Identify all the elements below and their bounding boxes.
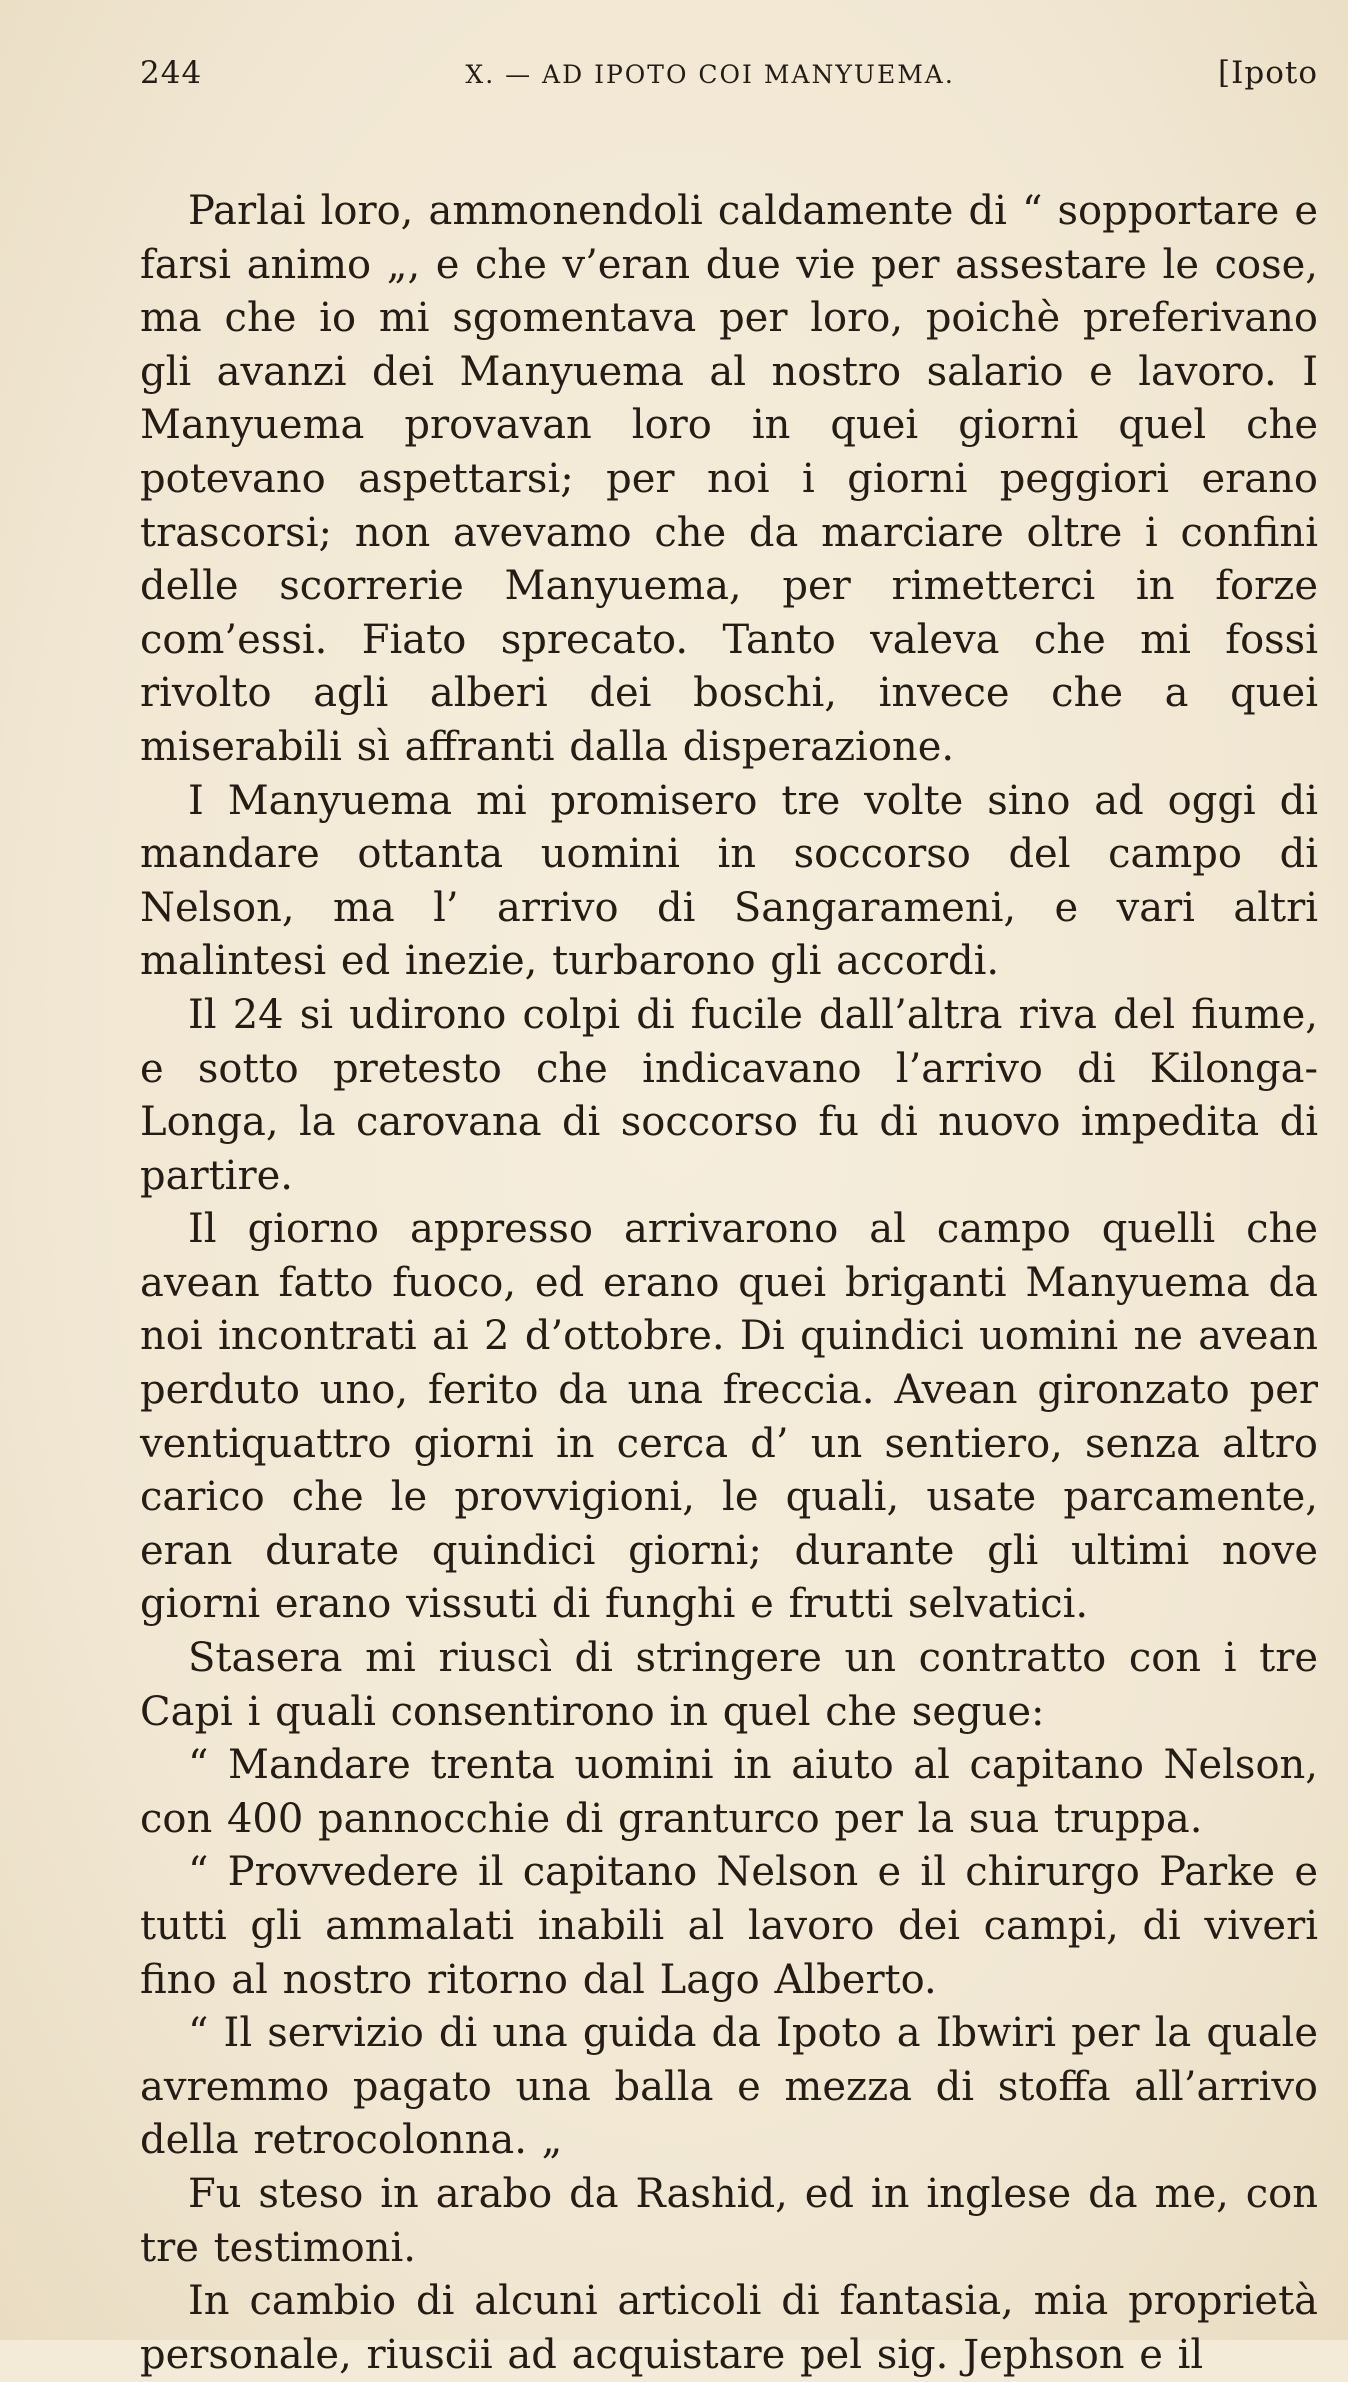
paragraph-5: Stasera mi riuscì di stringere un contratto con i tre Capi i quali consentirono in quel che segue: xyxy=(140,1635,1318,1735)
paragraph-6: “ Mandare trenta uomini in aiuto al capitano Nelson, con 400 pannocchie di granturco per la sua truppa. xyxy=(140,1742,1318,1842)
body-text xyxy=(140,185,1318,2382)
paragraph-3: Il 24 si udirono colpi di fucile dall’altra riva del fiume, e sotto pretesto che indicavano l’arrivo di Kilonga-Longa, la carovana di soccorso fu di nuovo impedita di partire. xyxy=(140,991,1318,1199)
paragraph-10: In cambio di alcuni articoli di fantasia, mia proprietà personale, riuscii ad acquistare pel sig. Jephson e il xyxy=(140,2278,1318,2378)
section-marker: [Ipoto xyxy=(1218,55,1318,91)
paragraph-4: Il giorno appresso arrivarono al campo quelli che avean fatto fuoco, ed erano quei briganti Manyuema da noi incontrati ai 2 d’ottobre. Di quindici uomini ne avean perduto uno, ferito da una freccia. Avean gironzato per ventiquattro giorni in cerca d’ un sentiero, senza altro carico che le provvigioni, le quali, usate parcamente, eran durate quindici giorni; durante gli ultimi nove giorni erano vissuti di funghi e frutti selvatici. xyxy=(140,1206,1318,1628)
paragraph-1: Parlai loro, ammonendoli caldamente di “ sopportare e farsi animo „, e che v’eran due vie per assestare le cose, ma che io mi sgomentava per loro, poichè preferivano gli avanzi dei Manyuema al nostro salario e lavoro. I Manyuema provavan loro in quei giorni quel che potevano aspettarsi; per noi i giorni peggiori erano trascorsi; non avevamo che da marciare oltre i confini delle scorrerie Manyuema, per rimetterci in forze com’essi. Fiato sprecato. Tanto valeva che mi fossi rivolto agli alberi dei boschi, invece che a quei miserabili sì affranti dalla disperazione. xyxy=(140,188,1318,770)
paragraph-9: Fu steso in arabo da Rashid, ed in inglese da me, con tre testimoni. xyxy=(140,2170,1318,2271)
running-head xyxy=(140,55,1318,125)
paragraph-2: I Manyuema mi promisero tre volte sino ad oggi di mandare ottanta uomini in soccorso del campo di Nelson, ma l’ arrivo di Sangarameni, e vari altri malintesi ed inezie, turbarono gli accordi. xyxy=(140,777,1318,985)
page-number: 244 xyxy=(140,55,203,91)
chapter-title: X. — AD IPOTO COI MANYUEMA. xyxy=(465,60,955,89)
paragraph-8: “ Il servizio di una guida da Ipoto a Ibwiri per la quale avremmo pagato una balla e mezza di stoffa all’arrivo della retrocolonna. „ xyxy=(140,2010,1318,2164)
paragraph-7: “ Provvedere il capitano Nelson e il chirurgo Parke e tutti gli ammalati inabili al lavoro dei campi, di viveri fino al nostro ritorno dal Lago Alberto. xyxy=(140,1849,1318,2003)
